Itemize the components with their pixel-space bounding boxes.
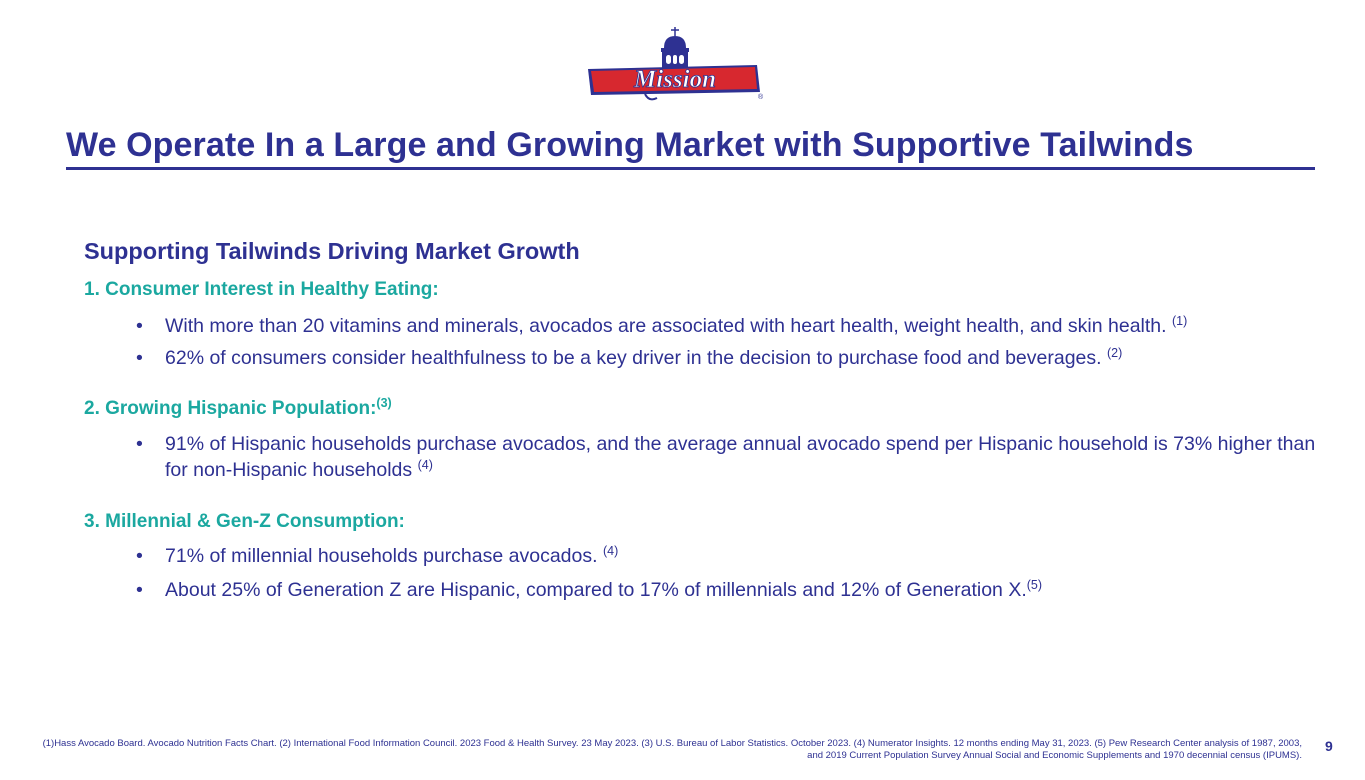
bullet-icon: • — [136, 347, 143, 369]
title-underline — [66, 167, 1315, 170]
page-number: 9 — [1325, 738, 1333, 754]
bullet-icon: • — [136, 545, 143, 567]
svg-text:®: ® — [758, 94, 764, 101]
section-heading-hispanic-population: 2. Growing Hispanic Population:$^{(3)}$ — [84, 396, 392, 419]
section-heading-millennial-genz: 3. Millennial & Gen-Z Consumption: — [84, 511, 405, 532]
page-title: We Operate In a Large and Growing Market with Supportive Tailwinds — [66, 126, 1194, 164]
list-item: • 62% of consumers consider healthfulness to be a key driver in the decision to purchase food and beverages. $^{(2)}$ — [136, 346, 1123, 369]
bell-tower-icon — [661, 27, 689, 69]
list-item: • With more than 20 vitamins and minerals, avocados are associated with heart health, weight health, and skin health. $^{(1)}$ — [136, 314, 1188, 337]
svg-text:Mission: Mission — [634, 66, 716, 93]
section-subheading: Supporting Tailwinds Driving Market Growth — [84, 238, 580, 264]
footnote-sources: (1)Hass Avocado Board. Avocado Nutrition Facts Chart. (2) International Food Information Council. 2023 Food & Health Survey. 23 May 2023. (3) U.S. Bureau of Labor Statistics. October 2023. (4) Numerator Insights. 12 months ending May 31, 2023. (5) Pew Research Center analysis of 1987, 2003, and 2019 Current Population Survey Annual Social and Economic Supplements and 1970 decennial census (IPUMS). — [42, 738, 1302, 761]
bullet-icon: • — [136, 315, 143, 337]
list-item: • About 25% of Generation Z are Hispanic, compared to 17% of millennials and 12% of Generation X.$^{(5)}$ — [136, 578, 1043, 601]
list-item: • 71% of millennial households purchase avocados. $^{(4)}$ — [136, 544, 619, 567]
list-item: • 91% of Hispanic households purchase avocados, and the average annual avocado spend per Hispanic household is 73% higher than for non-Hispanic households $^{(4)}$ — [136, 433, 1316, 481]
mission-logo — [585, 24, 765, 104]
section-heading-healthy-eating: 1. Consumer Interest in Healthy Eating: — [84, 279, 439, 300]
bullet-icon: • — [136, 433, 143, 455]
bullet-icon: • — [136, 579, 143, 601]
